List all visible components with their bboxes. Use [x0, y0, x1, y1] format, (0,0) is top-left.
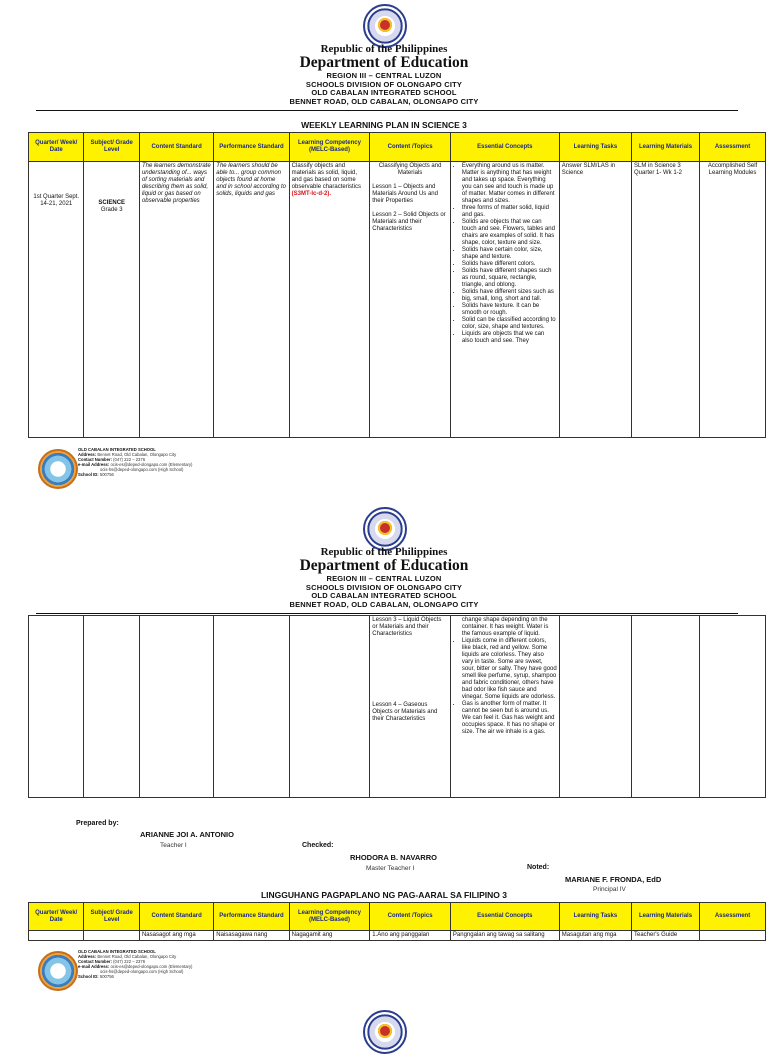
lesson-2: Lesson 2 – Solid Objects or Materials and their Characteristics — [372, 212, 446, 232]
header-rule — [36, 110, 738, 111]
footer-address: Bennet Road, Old Cabalan, Olongapo City — [97, 953, 177, 959]
topics-cell — [370, 162, 451, 438]
empty-cell — [29, 616, 84, 798]
empty-cell — [632, 616, 700, 798]
learning-plan-table — [28, 132, 766, 438]
empty-cell — [84, 616, 139, 798]
prepared-name: ARIANNE JOI A. ANTONIO — [140, 830, 234, 839]
topic-main: Classifying Objects and Materials — [378, 163, 442, 176]
column-header: Subject/ Grade Level — [84, 903, 139, 931]
topics-cell — [370, 616, 451, 798]
column-header: Learning Materials — [632, 133, 700, 162]
column-header: Learning Materials — [632, 903, 700, 931]
grade-text: Grade 3 — [100, 207, 123, 213]
footer-email-1: ocis-es@deped-olongapo.com (Elementary) — [110, 461, 193, 467]
footer-contact-label: Contact Number: — [78, 958, 112, 964]
subject-cell — [84, 162, 139, 438]
footer-id-label: School ID: — [78, 973, 99, 979]
lesson-1: Lesson 1 – Objects and Materials Around Us and their Properties — [372, 184, 438, 204]
empty-cell — [214, 616, 289, 798]
column-header: Learning Tasks — [559, 903, 631, 931]
list-item: • Solids have different shapes such as round, square, rectangle, triangle, and oblong. — [462, 268, 557, 289]
content-standard-cell: The learners demonstrate understanding of... ways of sorting materials and describing them as solid, liquid or gas based on observable properties — [139, 162, 213, 438]
republic-text: Republic of the Philippines — [320, 43, 448, 55]
footer-email-label: e-mail Address: — [78, 461, 110, 467]
filipino-plan-table — [28, 902, 766, 941]
footer-contact: (047) 222 – 2376 — [113, 456, 146, 462]
footer-address-label: Address: — [78, 953, 97, 959]
checked-position: Master Teacher I — [366, 865, 415, 872]
column-header: Content /Topics — [370, 133, 451, 162]
address-text: BENNET ROAD, OLD CABALAN, OLONGAPO CITY — [289, 599, 479, 609]
empty-cell — [559, 616, 631, 798]
footer-email-1: ocis-es@deped-olongapo.com (Elementary) — [110, 963, 193, 969]
footer-contact-label: Contact Number: — [78, 456, 112, 462]
deped-seal-icon — [363, 1010, 407, 1054]
column-header: Essential Concepts — [450, 903, 559, 931]
column-header: Quarter/ Week/ Date — [29, 903, 84, 931]
concept-continued: change shape depending on the container. It has weight. Water is the famous example of liquid. — [461, 617, 549, 637]
division-text: SCHOOLS DIVISION OF OLONGAPO CITY — [305, 582, 463, 592]
table-cell: Nasasagot ang mga — [139, 931, 213, 941]
concepts-list — [453, 163, 557, 345]
lesson-4: Lesson 4 – Gaseous Objects or Materials and their Characteristics — [372, 702, 438, 722]
lesson-3: Lesson 3 – Liquid Objects or Materials and their Characteristics — [372, 617, 442, 637]
quarter-cell: 1st Quarter Sept. 14-21, 2021 — [29, 162, 84, 438]
footer-email-2: ocis-hs@deped-olongapo.com (High School) — [100, 466, 184, 472]
column-header: Performance Standard — [214, 903, 289, 931]
learning-plan-table-continued — [28, 615, 766, 798]
column-header: Assessment — [700, 133, 766, 162]
column-header: Subject/ Grade Level — [84, 133, 139, 162]
column-header: Learning Competency (MELC-Based) — [289, 903, 370, 931]
concepts-cell — [450, 616, 559, 798]
list-item: • Solids are objects that we can touch and see. Flowers, tables and chairs are examples of solid. It has shape, color, texture and size. — [462, 219, 557, 247]
school-logo-icon — [38, 449, 78, 489]
assessment-cell: Accomplished Self Learning Modules — [700, 162, 766, 438]
footer-school: OLD CABALAN INTEGRATED SCHOOL — [78, 949, 156, 954]
empty-cell — [700, 931, 766, 941]
concepts-cell — [450, 162, 559, 438]
list-item: • Liquids are objects that we can also touch and see. They — [462, 331, 557, 345]
performance-standard-cell: The learners should be able to... group common objects found at home and in school according to solids, liquids and gas — [214, 162, 289, 438]
table-header-row — [29, 903, 766, 931]
region-text: REGION III – CENTRAL LUZON — [326, 574, 442, 583]
region-text: REGION III – CENTRAL LUZON — [326, 71, 442, 80]
prepared-label: Prepared by: — [76, 820, 119, 827]
noted-position: Principal IV — [593, 886, 626, 893]
list-item: • three forms of matter solid, liquid and gas. — [462, 205, 557, 219]
list-item: • Gas is another form of matter. It cannot be seen but is around us. We can feel it. Gas has weight and occupies space. It has no shape or size. The air we inhale is a gas. — [462, 701, 557, 736]
school-logo-icon — [38, 951, 78, 991]
footer-email-2: ocis-hs@deped-olongapo.com (High School) — [100, 968, 184, 974]
footer-contact: (047) 222 – 2376 — [113, 958, 146, 964]
school-footer — [78, 950, 192, 979]
list-item: • Solid can be classified according to color, size, shape and textures. — [462, 317, 557, 331]
column-header: Essential Concepts — [450, 133, 559, 162]
address-text: BENNET ROAD, OLD CABALAN, OLONGAPO CITY — [289, 96, 479, 106]
empty-cell — [84, 931, 139, 941]
prepared-position: Teacher I — [160, 842, 187, 849]
list-item: • Everything around us is matter. Matter is anything that has weight and takes up space. Everything you can see and touch is made up of matter. Matter comes in different shapes and sizes. — [462, 163, 557, 205]
filipino-plan-title: LINGGUHANG PAGPAPLANO NG PAG-AARAL SA FILIPINO 3 — [260, 890, 508, 900]
column-header: Assessment — [700, 903, 766, 931]
empty-cell — [139, 616, 213, 798]
department-title: Department of Education — [299, 54, 469, 71]
materials-cell: SLM in Science 3 Quarter 1- Wk 1-2 — [632, 162, 700, 438]
checked-label: Checked: — [302, 842, 334, 849]
column-header: Quarter/ Week/ Date — [29, 133, 84, 162]
table-cell: Teacher's Guide — [632, 931, 700, 941]
footer-address: Bennet Road, Old Cabalan, Olongapo City — [97, 451, 177, 457]
competency-code: (S3MT-Ic-d-2). — [291, 191, 332, 197]
noted-label: Noted: — [527, 864, 550, 871]
tasks-cell: Answer SLM/LAS in Science — [559, 162, 631, 438]
list-item: • Solids have different colors. — [462, 261, 557, 268]
table-row — [29, 931, 766, 941]
column-header: Content Standard — [139, 133, 213, 162]
column-header: Learning Competency (MELC-Based) — [289, 133, 370, 162]
list-item: • Solids have different sizes such as big, small, long, short and tall. — [462, 289, 557, 303]
subject-text: SCIENCE — [98, 200, 126, 206]
checked-name: RHODORA B. NAVARRO — [350, 853, 437, 862]
deped-seal-icon — [363, 507, 407, 551]
table-header-row — [29, 133, 766, 162]
footer-address-label: Address: — [78, 451, 97, 457]
column-header: Content Standard — [139, 903, 213, 931]
table-cell: 1.Ano ang panggalan — [370, 931, 451, 941]
competency-text: Classify objects and materials as solid, liquid, and gas based on some observable characteristics — [291, 163, 362, 190]
deped-seal-icon — [363, 4, 407, 48]
table-row — [29, 162, 766, 438]
empty-cell — [289, 616, 370, 798]
school-footer — [78, 448, 192, 477]
department-title: Department of Education — [299, 557, 469, 574]
list-item: • Liquids come in different colors, like black, red and yellow. Some liquids are colorless. They also vary in taste. Some are sweet, sour, bitter or salty. They have good smell like perfume, syrup, shampoo and fabric conditioner, others have bad odor like fish sauce and vinegar. Some liquids are odorless. — [462, 638, 557, 701]
list-item: • Solids have certain color, size, shape and texture. — [462, 247, 557, 261]
footer-school: OLD CABALAN INTEGRATED SCHOOL — [78, 447, 156, 452]
header-rule — [36, 613, 738, 614]
concepts-list — [453, 638, 557, 736]
table-row — [29, 616, 766, 798]
footer-id: 500756 — [99, 973, 114, 979]
republic-text: Republic of the Philippines — [320, 546, 448, 558]
list-item: • Solids have texture. It can be smooth or rough. — [462, 303, 557, 317]
footer-id-label: School ID: — [78, 471, 99, 477]
table-cell: Masagutan ang mga — [559, 931, 631, 941]
table-cell: Nagagamit ang — [289, 931, 370, 941]
column-header: Learning Tasks — [559, 133, 631, 162]
table-cell: Naisasagawa nang — [214, 931, 289, 941]
footer-id: 500756 — [99, 471, 114, 477]
school-text: OLD CABALAN INTEGRATED SCHOOL — [311, 88, 457, 97]
column-header: Content /Topics — [370, 903, 451, 931]
school-text: OLD CABALAN INTEGRATED SCHOOL — [311, 591, 457, 600]
plan-title: WEEKLY LEARNING PLAN IN SCIENCE 3 — [301, 120, 467, 130]
table-cell: Pangngalan ang tawag sa salitang — [450, 931, 559, 941]
footer-email-label: e-mail Address: — [78, 963, 110, 969]
page-1 — [0, 0, 768, 500]
empty-cell — [29, 931, 84, 941]
empty-cell — [700, 616, 766, 798]
competency-cell — [289, 162, 370, 438]
division-text: SCHOOLS DIVISION OF OLONGAPO CITY — [305, 79, 463, 89]
noted-name: MARIANE F. FRONDA, EdD — [565, 875, 662, 884]
column-header: Performance Standard — [214, 133, 289, 162]
